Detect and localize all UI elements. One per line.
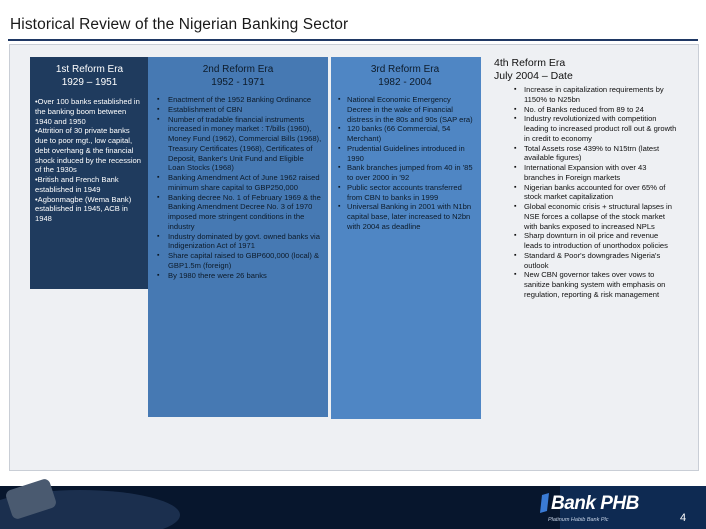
era-1-title: 1st Reform Era [55,64,124,75]
bank-logo-text: Bank PHB [551,493,639,514]
era-list-item: ▪ National Economic Emergency Decree in the wake of Financial distress in the 80s and 90s (SAP era) [335,95,475,124]
era-list-item: ▪ Prudential Guidelines introduced in 1990 [335,144,475,164]
era-2-list [154,95,322,280]
era-3-box [331,57,481,419]
era-3-years: 1982 - 2004 [378,77,432,88]
era-4-title: 4th Reform Era [494,57,566,69]
era-list-item: ▪ 120 banks (66 Commercial, 54 Merchant) [335,124,475,144]
era-list-item: •British and French Bank established in 1949 [35,175,119,194]
era-2-box [148,57,328,417]
era-list-item: ▪ Total Assets rose 439% to N15trn (latest available figures) [494,144,678,164]
era-list-item: ▪ By 1980 there were 26 banks [154,271,322,281]
era-1-box [30,57,148,289]
era-list-item: ▪ Increase in capitalization requirements by 1150% to N25bn [494,85,678,105]
era-list-item: ▪ Establishment of CBN [154,105,322,115]
era-3-heading [335,63,475,89]
era-list-item: ▪ Number of tradable financial instruments increased in money market : T/bills (1960), Money Fund (1962), Commercial Bills (1968), Treasury Certificates (1968), Certificates of Deposit, Banker's Unit Fund and Eligible Loan Stocks (1968) [154,115,322,174]
era-list-item: ▪ Industry revolutionized with competition leading to increased product roll out & growth in credit to economy [494,114,678,143]
era-list-item: ▪ Share capital raised to GBP600,000 (local) & GBP1.5m (foreign) [154,251,322,271]
era-list-item: ▪ Sharp downturn in oil price and revenue leads to introduction of unorthodox policies [494,231,678,251]
era-list-item: ▪ International Expansion with over 43 branches in Foreign markets [494,163,678,183]
era-list-item: •Agbonmagbe (Wema Bank) established in 1945, ACB in 1948 [35,194,132,223]
era-list-item: ▪ No. of Banks reduced from 89 to 24 [494,105,678,115]
era-list-item: ▪ Public sector accounts transferred from CBN to banks in 1999 [335,183,475,203]
era-3-list [335,95,475,232]
era-1-list [35,97,144,224]
era-list-item: ▪ Nigerian banks accounted for over 65% of stock market capitalization [494,183,678,203]
title-divider [8,39,698,41]
era-2-title: 2nd Reform Era [202,64,274,75]
era-list-item: ▪ Industry dominated by govt. owned banks via Indigenization Act of 1971 [154,232,322,252]
era-list-item: ▪ Banking decree No. 1 of February 1969 & the Banking Amendment Decree No. 3 of 1970 imposed more stringent conditions in the industry [154,193,322,232]
page-title: Historical Review of the Nigerian Banking Sector [10,16,349,33]
page-number: 4 [680,512,687,524]
era-4-box [484,57,680,409]
era-list-item: ▪ Banking Amendment Act of June 1962 raised minimum share capital to GBP250,000 [154,173,322,193]
era-2-heading [154,63,322,89]
bank-logo-subtitle: Platinum Habib Bank Plc [548,517,609,523]
era-list-item: •Attrition of 30 private banks due to poor mgt., low capital, debt overhang & the financial shock induced by the recession of the 1930s [35,126,141,175]
era-list-item: ▪ Standard & Poor's downgrades Nigeria's outlook [494,251,678,271]
bank-logo-icon [540,493,550,513]
era-4-heading [494,57,678,83]
era-3-title: 3rd Reform Era [370,64,440,75]
era-list-item: ▪ Universal Banking in 2001 with N1bn capital base, later increased to N2bn with 2004 as deadline [335,202,475,231]
era-list-item: •Over 100 banks established in the banking boom between 1940 and 1950 [35,97,140,126]
era-4-list [494,85,678,300]
era-4-years: July 2004 – Date [494,70,573,82]
era-1-years: 1929 – 1951 [61,77,118,88]
era-list-item: ▪ New CBN governor takes over vows to sanitize banking system with emphasis on regulation, reporting & risk management [494,270,678,299]
era-1-heading [35,63,144,89]
era-list-item: ▪ Bank branches jumped from 40 in '85 to over 2000 in '92 [335,163,475,183]
era-list-item: ▪ Global economic crisis + structural lapses in NSE forces a collapse of the stock market with banks exposed to increased NPLs [494,202,678,231]
era-list-item: ▪ Enactment of the 1952 Banking Ordinance [154,95,322,105]
era-2-years: 1952 - 1971 [211,77,265,88]
